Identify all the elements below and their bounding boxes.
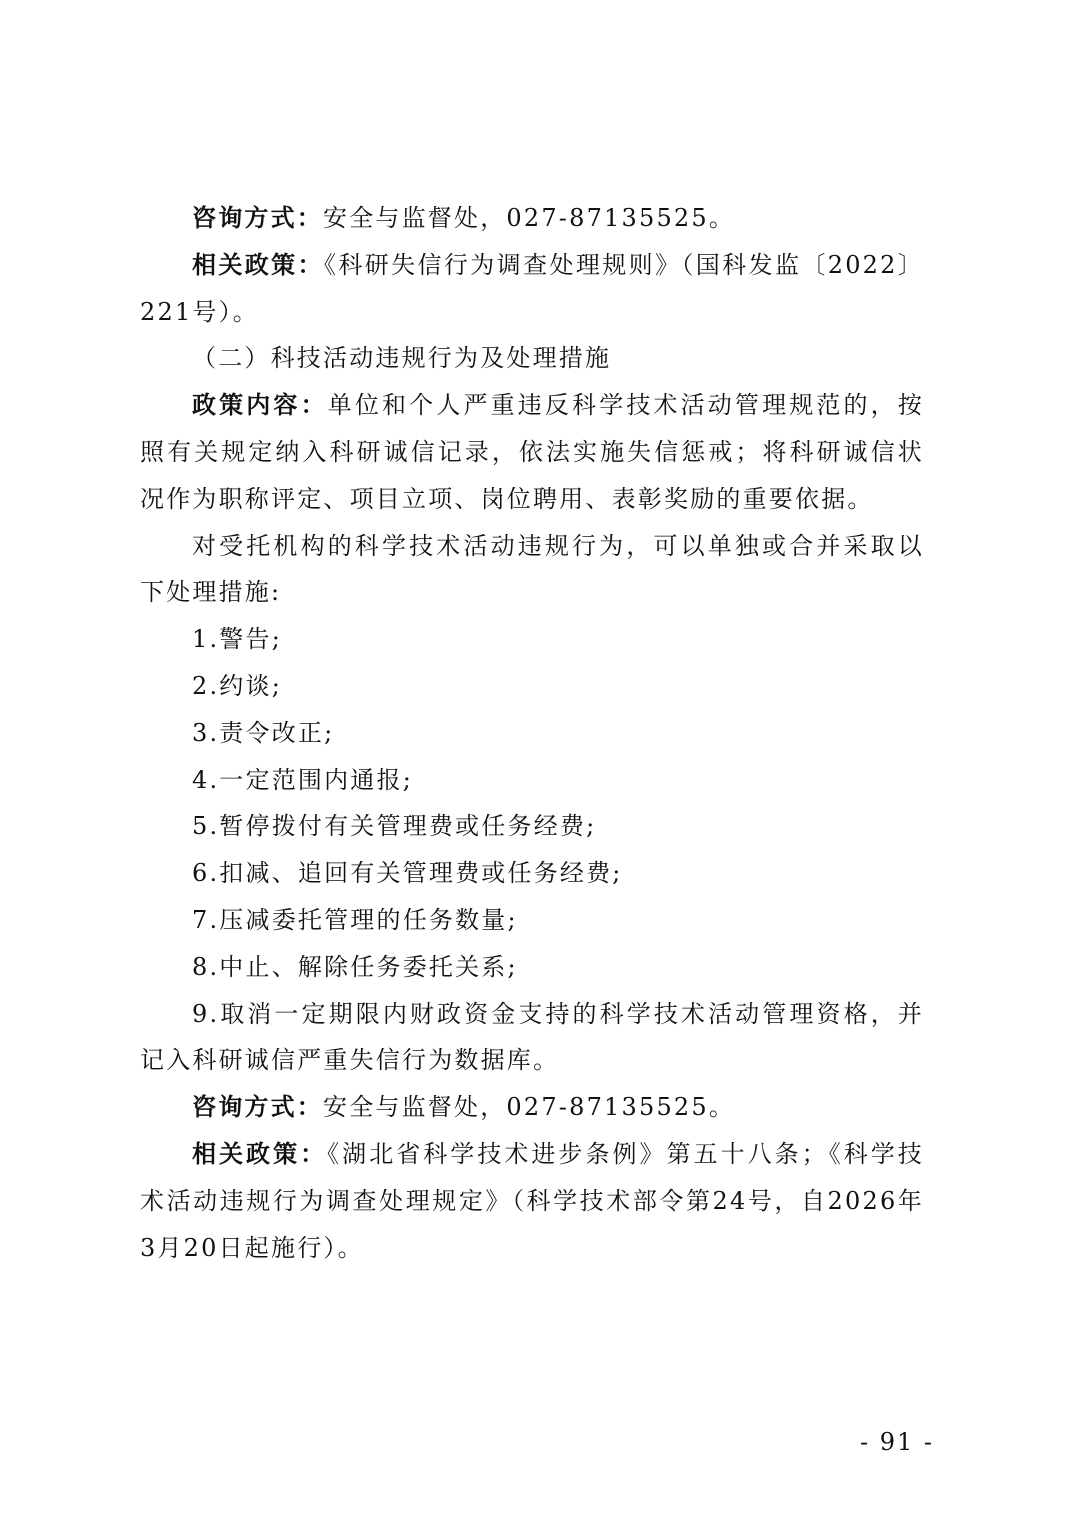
- measure-item: 1.警告;: [192, 625, 282, 654]
- measures-intro: 对受托机构的科学技术活动违规行为，可以单独或合并采取以下处理措施:: [140, 531, 924, 607]
- consult-paragraph: [140, 1084, 924, 1131]
- measure-item: 4.一定范围内通报;: [192, 765, 413, 794]
- measure-item: 3.责令改正;: [192, 718, 335, 747]
- consult-value: 安全与监督处，027-87135525。: [323, 204, 736, 232]
- measure-item: 6.扣减、追回有关管理费或任务经费;: [192, 859, 623, 888]
- policy-value: 《科研失信行为调查处理规则》（国科发监〔2022〕221号）。: [140, 250, 925, 326]
- section-heading: （二）科技活动违规行为及处理措施: [192, 344, 612, 373]
- consult-paragraph: [140, 195, 924, 242]
- page-number: - 91 -: [860, 1428, 935, 1456]
- consult-label: 咨询方式：: [192, 1092, 323, 1122]
- measure-item: 5.暂停拨付有关管理费或任务经费;: [192, 812, 597, 841]
- policy-label: 相关政策：: [192, 249, 324, 279]
- policy-content-label: 政策内容：: [192, 390, 328, 420]
- consult-value: 安全与监督处，027-87135525。: [323, 1093, 736, 1122]
- measure-item: 8.中止、解除任务委托关系;: [192, 952, 518, 981]
- measure-item: 9.取消一定期限内财政资金支持的科学技术活动管理资格，并记入科研诚信严重失信行为数据库。: [140, 999, 924, 1075]
- measure-item: 7.压减委托管理的任务数量;: [192, 905, 518, 934]
- policy-paragraph: [140, 242, 924, 336]
- document-body: [140, 195, 924, 1271]
- measure-item: 2.约谈;: [192, 671, 282, 700]
- policy-content-paragraph: [140, 382, 924, 522]
- policy-content-value: 单位和个人严重违反科学技术活动管理规范的，按照有关规定纳入科研诚信记录，依法实施失信惩戒；将科研诚信状况作为职称评定、项目立项、岗位聘用、表彰奖励的重要依据。: [140, 391, 924, 513]
- policy-label: 相关政策：: [192, 1138, 328, 1168]
- consult-label: 咨询方式：: [192, 203, 323, 232]
- policy-value: 《湖北省科学技术进步条例》第五十八条；《科学技术活动违规行为调查处理规定》（科学技术部令第24号，自2026年3月20日起施行）。: [140, 1139, 924, 1262]
- policy-paragraph: [140, 1131, 924, 1271]
